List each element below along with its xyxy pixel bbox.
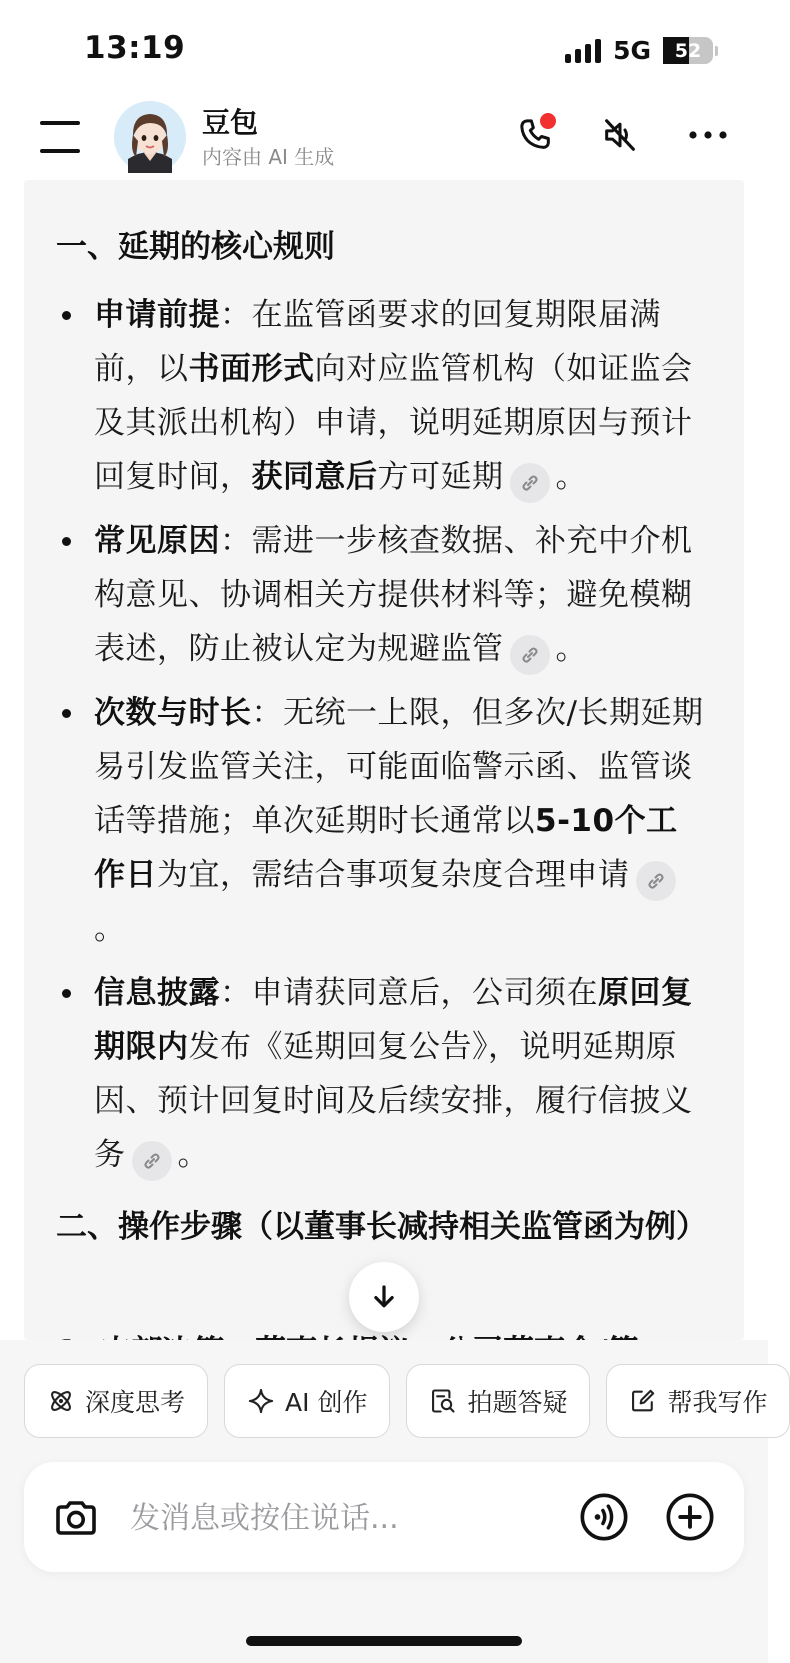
camera-icon [52, 1494, 100, 1542]
chip-help-write[interactable]: 帮我写作 [606, 1364, 790, 1438]
speaker-muted-icon [600, 115, 640, 155]
home-indicator[interactable] [246, 1636, 522, 1646]
citation-link-icon[interactable] [510, 463, 550, 503]
phone-call-button[interactable] [512, 111, 560, 159]
chat-header [0, 95, 768, 179]
list-item-apply-premise: 申请前提：在监管函要求的回复期限届满前，以书面形式向对应监管机构（如证监会及其派出机构）申请，说明延期原因与预计回复时间，获同意后方可延期 。 [56, 288, 708, 504]
status-time: 13:19 [84, 30, 186, 66]
voice-call-button[interactable] [576, 1489, 632, 1545]
atom-icon [47, 1387, 75, 1415]
photo-search-icon [429, 1387, 457, 1415]
mute-audio-button[interactable] [596, 111, 644, 159]
edit-icon [629, 1387, 657, 1415]
battery-nub [715, 46, 718, 56]
camera-button[interactable] [50, 1492, 102, 1544]
status-indicators [565, 36, 718, 65]
sparkle-icon [247, 1387, 275, 1415]
section-heading-steps: 二、操作步骤（以董事长减持相关监管函为例） [56, 1209, 707, 1245]
status-bar [0, 0, 768, 95]
bot-name: 豆包 [202, 106, 259, 139]
list-item-common-reasons: 常见原因：需进一步核查数据、补充中介机构意见、协调相关方提供材料等；避免模糊表述，防止被认定为规避监管 。 [56, 514, 708, 676]
message-composer [24, 1462, 744, 1572]
quick-action-bar [24, 1364, 790, 1438]
citation-link-icon[interactable] [636, 861, 676, 901]
chip-deep-thinking[interactable]: 深度思考 [24, 1364, 208, 1438]
composer-area [0, 1340, 768, 1663]
voice-wave-icon [578, 1491, 630, 1543]
plus-circle-icon [664, 1491, 716, 1543]
list-item-disclosure: 信息披露：申请获同意后，公司须在原回复期限内发布《延期回复公告》，说明延期原因、预计回复时间及后续安排，履行信披义务 。 [56, 966, 708, 1182]
more-dots-icon [688, 129, 728, 141]
list-item-frequency-duration: 次数与时长：无统一上限，但多次/长期延期易引发监管关注，可能面临警示函、监管谈话等措施；单次延期时长通常以5-10个工作日为宜，需结合事项复杂度合理申请 。 [56, 686, 708, 956]
scroll-to-bottom-button[interactable] [349, 1262, 419, 1332]
ai-generated-notice: 内容由 AI 生成 [202, 145, 335, 169]
citation-link-icon[interactable] [510, 635, 550, 675]
chip-ai-create[interactable]: AI 创作 [224, 1364, 390, 1438]
assistant-message [24, 180, 744, 1340]
section-heading-rules: 一、延期的核心规则 [56, 229, 335, 265]
cellular-signal-icon [565, 39, 601, 63]
more-options-button[interactable] [684, 111, 732, 159]
missed-call-dot [540, 113, 556, 129]
message-input[interactable] [130, 1490, 530, 1546]
rules-list [56, 288, 708, 1182]
chip-photo-question[interactable]: 拍题答疑 [406, 1364, 590, 1438]
battery-icon [663, 37, 713, 64]
citation-link-icon[interactable] [132, 1141, 172, 1181]
battery-percent: 52 [674, 39, 702, 62]
add-attachment-button[interactable] [662, 1489, 718, 1545]
avatar[interactable] [114, 101, 186, 173]
network-type: 5G [613, 36, 651, 65]
arrow-down-icon [369, 1282, 399, 1312]
menu-button[interactable] [38, 117, 82, 157]
avatar-image [114, 101, 186, 173]
